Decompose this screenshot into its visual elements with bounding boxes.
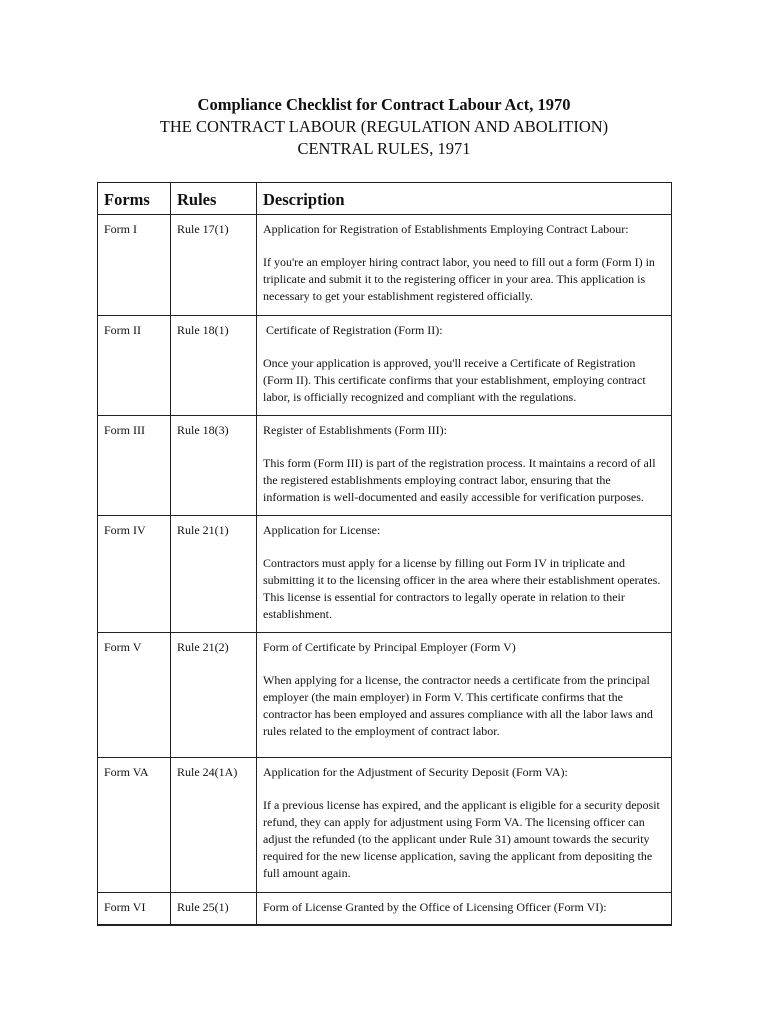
document-subtitle-line1: THE CONTRACT LABOUR (REGULATION AND ABOLITION) [159, 117, 609, 136]
description-cell [257, 316, 672, 416]
form-cell: Form I [98, 215, 171, 316]
description-title: Application for the Adjustment of Security Deposit (Form VA): [263, 765, 568, 779]
description-body: Once your application is approved, you'll receive a Certificate of Registration (Form II). This certificate confirms that your establishment, employing contract labor, is officially recognized and compliant with the regulations. [263, 356, 646, 404]
rule-cell: Rule 18(1) [171, 316, 257, 416]
description-cell [257, 516, 672, 633]
description-cell [257, 633, 672, 758]
form-cell: Form V [98, 633, 171, 758]
document-title: Compliance Checklist for Contract Labour Act, 1970 [197, 95, 571, 114]
table-row [98, 215, 672, 316]
description-title: Application for License: [263, 523, 381, 537]
description-title: Form of Certificate by Principal Employer (Form V) [263, 640, 516, 654]
table-row [98, 416, 672, 516]
description-body: This form (Form III) is part of the registration process. It maintains a record of all the registered establishments employing contract labor, ensuring that the information is well-documented and easily accessible for verification purposes. [263, 456, 656, 504]
rule-cell: Rule 24(1A) [171, 758, 257, 893]
header-forms: Forms [98, 183, 171, 215]
form-cell: Form IV [98, 516, 171, 633]
description-cell [257, 215, 672, 316]
form-cell: Form VI [98, 893, 171, 926]
description-title: Register of Establishments (Form III): [263, 423, 447, 437]
description-body: Contractors must apply for a license by filling out Form IV in triplicate and submitting it to the licensing officer in the area where their establishment operates. This license is essential for contractors to legally operate in relation to their establishment. [263, 556, 661, 621]
table-header-row [98, 183, 672, 215]
table-row [98, 316, 672, 416]
header-description: Description [257, 183, 672, 215]
description-title: Form of License Granted by the Office of Licensing Officer (Form VI): [263, 900, 607, 914]
description-body: If you're an employer hiring contract labor, you need to fill out a form (Form I) in triplicate and submit it to the registering officer in your area. This application is necessary to get your establishment registered officially. [263, 255, 655, 303]
table-row [98, 516, 672, 633]
header-rules: Rules [171, 183, 257, 215]
rule-cell: Rule 18(3) [171, 416, 257, 516]
compliance-table [97, 182, 672, 926]
form-cell: Form VA [98, 758, 171, 893]
description-body: When applying for a license, the contractor needs a certificate from the principal employer (the main employer) in Form V. This certificate confirms that the contractor has been employed and assures compliance with all the labor laws and rules related to the employment of contract labor. [263, 673, 653, 738]
description-cell [257, 758, 672, 893]
table-row [98, 758, 672, 893]
table-row [98, 893, 672, 926]
description-cell [257, 893, 672, 926]
document-header [0, 94, 768, 160]
description-title: Application for Registration of Establishments Employing Contract Labour: [263, 222, 629, 236]
form-cell: Form II [98, 316, 171, 416]
rule-cell: Rule 17(1) [171, 215, 257, 316]
form-cell: Form III [98, 416, 171, 516]
description-title: Certificate of Registration (Form II): [266, 323, 443, 337]
document-subtitle-line2: CENTRAL RULES, 1971 [297, 139, 471, 158]
rule-cell: Rule 25(1) [171, 893, 257, 926]
description-cell [257, 416, 672, 516]
rule-cell: Rule 21(1) [171, 516, 257, 633]
description-body: If a previous license has expired, and the applicant is eligible for a security deposit refund, they can apply for adjustment using Form VA. The licensing officer can adjust the refunded (to the applicant under Rule 31) amount towards the security required for the new license application, saving the applicant from depositing the full amount again. [263, 798, 660, 880]
table-row [98, 633, 672, 758]
rule-cell: Rule 21(2) [171, 633, 257, 758]
